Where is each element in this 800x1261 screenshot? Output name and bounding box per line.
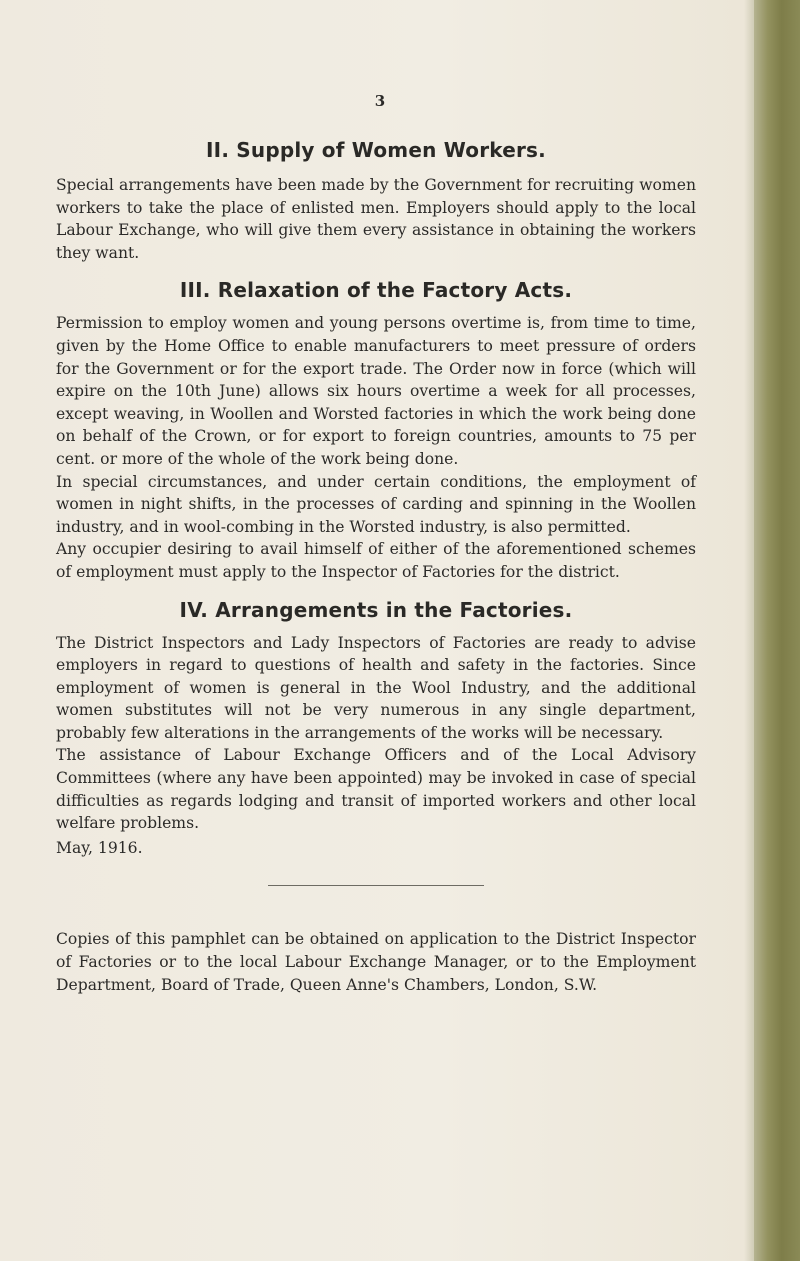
binding-edge xyxy=(754,0,800,1261)
section-paragraph: In special circumstances, and under certain conditions, the employment of women in night shifts, in the processes of carding and spinning in the Woollen industry, and in wool-combing in the Worsted industry, is also permitted. xyxy=(56,472,696,536)
page-edge-shadow xyxy=(744,0,754,1261)
page-content xyxy=(56,138,696,996)
section-title-arrangements: IV. Arrangements in the Factories. xyxy=(179,597,573,622)
page-number: 3 xyxy=(374,92,386,110)
section-title-relaxation: III. Relaxation of the Factory Acts. xyxy=(179,278,573,303)
section-paragraph: The assistance of Labour Exchange Officers and of the Local Advisory Committees (where any have been appointed) may be invoked in case of special difficulties as regards lodging and transit of imported workers and other local welfare problems. xyxy=(56,746,696,833)
copies-note: Copies of this pamphlet can be obtained on application to the District Inspector of Factories or to the local Labour Exchange Manager, or to the Employment Department, Board of Trade, Queen Anne's Chambers, London, S.W. xyxy=(56,930,696,994)
section-title-supply: II. Supply of Women Workers. xyxy=(206,138,546,162)
section-paragraph: Any occupier desiring to avail himself of either of the aforementioned schemes of employment must apply to the Inspector of Factories for the district. xyxy=(56,540,696,581)
section-paragraph: The District Inspectors and Lady Inspectors of Factories are ready to advise employers in regard to questions of health and safety in the factories. Since employment of women is general in the Wool Industry, and the additional women substitutes will not be very numerous in any single department, probably few alterations in the arrangements of the works will be necessary. xyxy=(56,633,696,742)
date-line: May, 1916. xyxy=(56,838,143,857)
section-paragraph: Permission to employ women and young persons overtime is, from time to time, given by the Home Office to enable manufacturers to meet pressure of orders for the Government or for the export trade. The Order now in force (which will expire on the 10th June) allows six hours overtime a week for all processes, except weaving, in Woollen and Worsted factories in which the work being done on behalf of the Crown, or for export to foreign countries, amounts to 75 per cent. or more of the whole of the work being done. xyxy=(56,314,696,468)
divider-rule xyxy=(268,885,484,886)
section-paragraph: Special arrangements have been made by the Government for recruiting women workers to take the place of enlisted men. Employers should apply to the local Labour Exchange, who will give them every assistance in obtaining the workers they want. xyxy=(56,176,696,262)
